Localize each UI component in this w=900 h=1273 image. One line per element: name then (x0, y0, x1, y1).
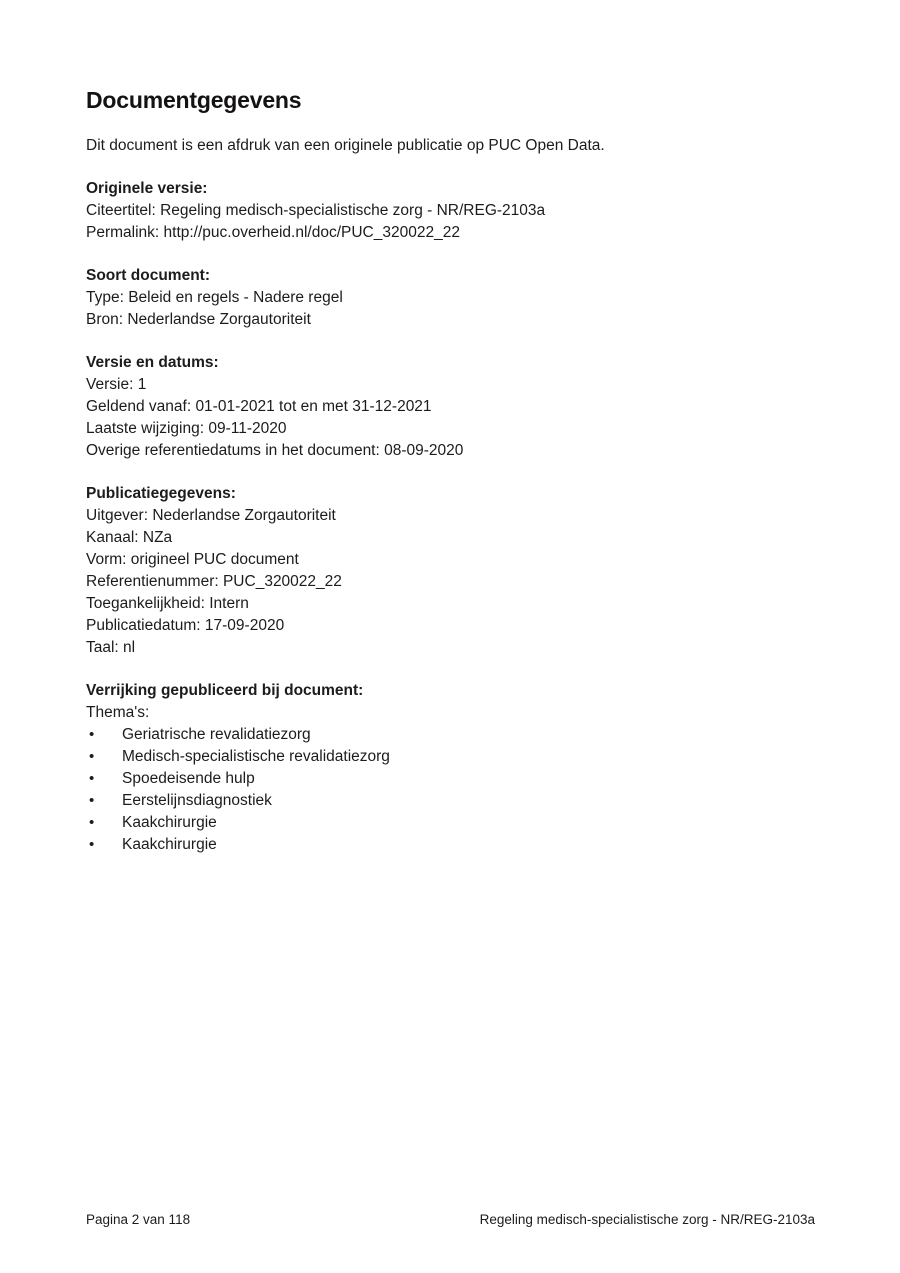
bullet-icon: • (89, 836, 95, 853)
list-item (86, 724, 818, 746)
section-versie-en-datums (86, 352, 818, 462)
bullet-icon: • (89, 726, 95, 743)
document-page (86, 86, 818, 856)
field-referentienummer: Referentienummer: PUC_320022_22 (86, 573, 342, 590)
bullet-label: Kaakchirurgie (122, 836, 217, 853)
intro-text: Dit document is een afdruk van een originele publicatie op PUC Open Data. (86, 137, 605, 154)
field-publicatiedatum: Publicatiedatum: 17-09-2020 (86, 617, 285, 634)
section-verrijking (86, 680, 818, 856)
bullet-label: Eerstelijnsdiagnostiek (122, 792, 272, 809)
section-heading: Originele versie: (86, 180, 208, 197)
bullet-icon: • (89, 770, 95, 787)
page-title: Documentgegevens (86, 87, 302, 113)
section-heading: Soort document: (86, 267, 210, 284)
field-uitgever: Uitgever: Nederlandse Zorgautoriteit (86, 507, 336, 524)
bullet-icon: • (89, 748, 95, 765)
page-footer (86, 1211, 815, 1229)
section-heading: Verrijking gepubliceerd bij document: (86, 682, 364, 699)
field-toegankelijkheid: Toegankelijkheid: Intern (86, 595, 249, 612)
section-soort-document (86, 265, 818, 331)
bullet-label: Kaakchirurgie (122, 814, 217, 831)
field-kanaal: Kanaal: NZa (86, 529, 173, 546)
list-item (86, 790, 818, 812)
bullet-label: Medisch-specialistische revalidatiezorg (122, 748, 390, 765)
section-publicatiegegevens (86, 483, 818, 659)
field-overige-referentiedatums: Overige referentiedatums in het document: 08-09-2020 (86, 442, 464, 459)
list-item (86, 812, 818, 834)
bullet-icon: • (89, 814, 95, 831)
field-permalink: Permalink: http://puc.overheid.nl/doc/PUC_320022_22 (86, 224, 460, 241)
field-taal: Taal: nl (86, 639, 136, 656)
list-item (86, 746, 818, 768)
field-bron: Bron: Nederlandse Zorgautoriteit (86, 311, 311, 328)
field-laatste-wijziging: Laatste wijziging: 09-11-2020 (86, 420, 287, 437)
field-type: Type: Beleid en regels - Nadere regel (86, 289, 343, 306)
section-originele-versie (86, 178, 818, 244)
field-versie: Versie: 1 (86, 376, 147, 393)
list-item (86, 834, 818, 856)
field-vorm: Vorm: origineel PUC document (86, 551, 299, 568)
section-heading: Publicatiegegevens: (86, 485, 236, 502)
bullet-label: Geriatrische revalidatiezorg (122, 726, 311, 743)
section-heading: Versie en datums: (86, 354, 219, 371)
themas-label: Thema's: (86, 704, 150, 721)
footer-page-number: Pagina 2 van 118 (86, 1212, 191, 1227)
bullet-icon: • (89, 792, 95, 809)
bullet-label: Spoedeisende hulp (122, 770, 255, 787)
field-geldend-vanaf: Geldend vanaf: 01-01-2021 tot en met 31-12-2021 (86, 398, 432, 415)
footer-document-title: Regeling medisch-specialistische zorg - NR/REG-2103a (479, 1212, 815, 1227)
list-item (86, 768, 818, 790)
field-citeertitel: Citeertitel: Regeling medisch-specialistische zorg - NR/REG-2103a (86, 202, 546, 219)
